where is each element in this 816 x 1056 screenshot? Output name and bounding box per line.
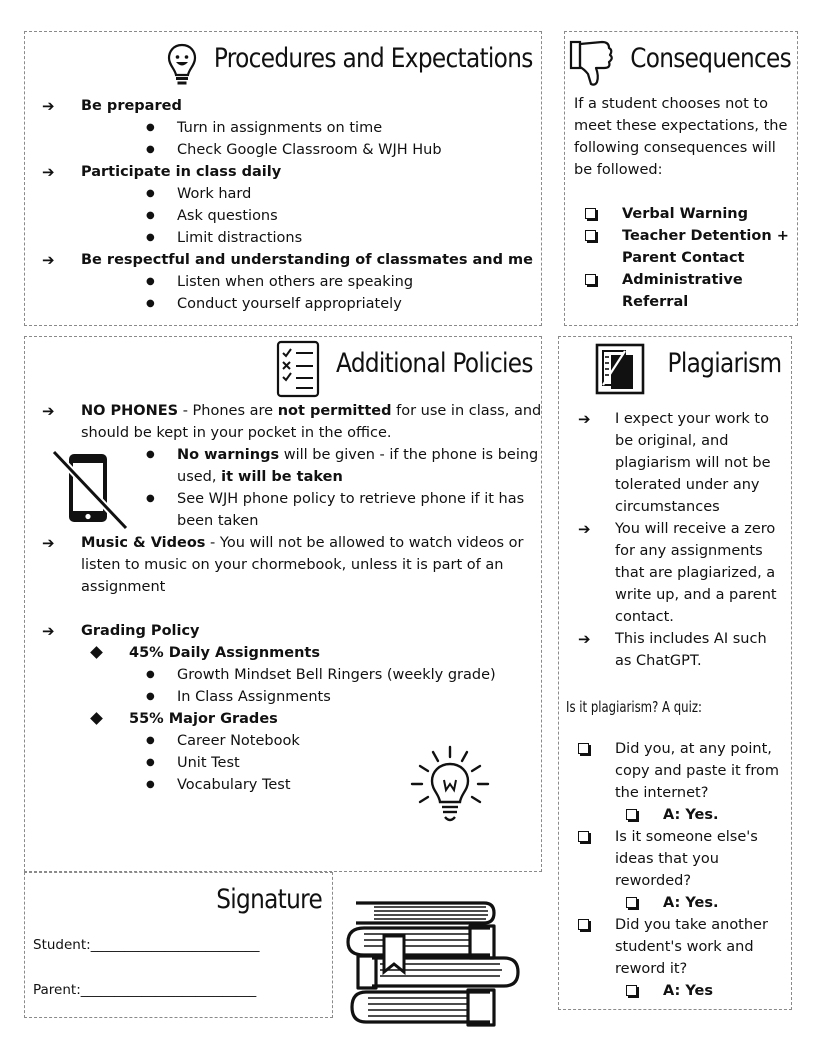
expectation-heading: Participate in class daily [81,164,282,180]
arrow-icon: ➔ [578,630,591,648]
consequence-item: Parent Contact [622,250,745,266]
expectation-item: Listen when others are speaking [177,274,414,290]
checkbox-icon [585,208,596,219]
consequences-intro-line: meet these expectations, the [574,118,788,134]
quiz-answer: A: Yes [663,983,713,999]
bullet-icon: ● [146,188,155,199]
policies-title: Additional Policies [336,348,533,379]
plagiarism-point-line: for any assignments [615,543,763,559]
grade-item: Growth Mindset Bell Ringers (weekly grade) [177,667,496,683]
consequence-item: Verbal Warning [622,206,749,222]
no-phones-text-end: for use in class, and [391,403,542,419]
checkbox-icon [585,274,596,285]
grade-item: Vocabulary Test [177,777,291,793]
music-label: Music & Videos [81,535,206,551]
arrow-icon: ➔ [42,622,55,640]
bullet-icon: ● [146,298,155,309]
consequence-item: Teacher Detention + [622,228,789,244]
plagiarism-point-line: circumstances [615,499,720,515]
consequences-intro-line: following consequences will [574,140,776,156]
quiz-answer: A: Yes. [663,807,719,823]
signature-title: Signature [216,884,322,915]
consequences-intro-line: If a student chooses not to [574,96,768,112]
bullet-icon: ● [146,122,155,133]
bullet-icon: ● [146,757,155,768]
grade-item: In Class Assignments [177,689,331,705]
quiz-question-line: Did you, at any point, [615,741,772,757]
grading-policy-heading: Grading Policy [81,623,200,639]
bullet-icon: ● [146,779,155,790]
music-line-3: assignment [81,579,166,595]
plagiarism-point-line: write up, and a parent [615,587,777,603]
no-phones-line-2: should be kept in your pocket in the office. [81,425,392,441]
checkbox-icon [578,743,589,754]
checklist-icon [276,340,320,398]
quiz-answer: A: Yes. [663,895,719,911]
quiz-question-line: Did you take another [615,917,768,933]
quiz-question-line: reword it? [615,961,688,977]
plagiarism-point-line: You will receive a zero [615,521,776,537]
checkbox-icon [626,809,637,820]
arrow-icon: ➔ [42,97,55,115]
consequences-title: Consequences [630,43,791,74]
music-line [81,532,524,554]
expectation-item: Check Google Classroom & WJH Hub [177,142,442,158]
grade-group-label: 55% Major Grades [129,711,278,727]
expectation-heading: Be prepared [81,98,182,114]
bullet-icon: ● [146,276,155,287]
quiz-question-line: the internet? [615,785,709,801]
arrow-icon: ➔ [578,410,591,428]
no-phones-text: - Phones are [178,403,278,419]
parent-signature-line[interactable]: Parent:__________________________ [33,982,257,998]
music-line-2: listen to music on your chormebook, unless it is part of an [81,557,504,573]
checkbox-icon [626,897,637,908]
checkbox-icon [585,230,596,241]
bullet-icon: ● [146,493,155,504]
bullet-icon: ● [146,735,155,746]
bullet-icon: ● [146,232,155,243]
arrow-icon: ➔ [578,520,591,538]
plagiarism-point-line: I expect your work to [615,411,769,427]
arrow-icon: ➔ [42,163,55,181]
no-phones-line [81,400,541,422]
expectation-heading: Be respectful and understanding of classmates and me [81,252,533,268]
it-will-be-taken-text: it will be taken [221,469,343,485]
expectation-item: Conduct yourself appropriately [177,296,402,312]
plagiarism-point-line: be original, and [615,433,729,449]
checkbox-icon [626,985,637,996]
no-warnings-text: will be given - if the phone is being [279,447,539,463]
bullet-icon: ● [146,669,155,680]
arrow-icon: ➔ [42,534,55,552]
music-text: - You will not be allowed to watch videos or [205,535,524,551]
bullet-icon: ● [146,144,155,155]
book-stack-icon [344,896,522,1036]
lightbulb-face-icon [166,42,198,86]
no-phone-icon [50,448,130,530]
no-phones-label: NO PHONES [81,403,179,419]
quiz-question-line: Is it someone else's [615,829,758,845]
plagiarism-point-line: plagiarism will not be [615,455,771,471]
bullet-icon: ● [146,210,155,221]
student-signature-line[interactable]: Student:_________________________ [33,937,260,953]
arrow-icon: ➔ [42,402,55,420]
checkbox-icon [578,919,589,930]
used-text: used, [177,469,222,485]
no-warnings-line [177,444,538,466]
expectation-item: Limit distractions [177,230,303,246]
expectation-item: Turn in assignments on time [177,120,383,136]
consequences-intro-line: be followed: [574,162,663,178]
idea-bulb-icon [408,744,492,830]
thumbs-down-icon [568,38,616,88]
expectation-item: Ask questions [177,208,278,224]
not-permitted-text: not permitted [277,403,392,419]
grade-item: Career Notebook [177,733,300,749]
quiz-question-line: ideas that you [615,851,719,867]
checkbox-icon [578,831,589,842]
bullet-icon: ● [146,449,155,460]
no-warnings-label: No warnings [177,447,280,463]
procedures-title: Procedures and Expectations [214,43,533,74]
copy-document-icon [594,342,646,396]
quiz-question-line: reworded? [615,873,692,889]
quiz-question-line: copy and paste it from [615,763,780,779]
phone-policy-line-2: been taken [177,513,259,529]
plagiarism-point-line: as ChatGPT. [615,653,702,669]
plagiarism-point-line: tolerated under any [615,477,760,493]
expectation-item: Work hard [177,186,252,202]
bullet-icon: ● [146,691,155,702]
plagiarism-point-line: that are plagiarized, a [615,565,776,581]
quiz-title: Is it plagiarism? A quiz: [566,698,702,716]
grade-item: Unit Test [177,755,240,771]
consequence-item: Referral [622,294,689,310]
phone-policy-line: See WJH phone policy to retrieve phone if it has [177,491,525,507]
no-warnings-line-2 [177,466,343,488]
plagiarism-point-line: This includes AI such [615,631,767,647]
grade-group-label: 45% Daily Assignments [129,645,320,661]
plagiarism-title: Plagiarism [667,348,781,379]
quiz-question-line: student's work and [615,939,754,955]
plagiarism-point-line: contact. [615,609,674,625]
consequence-item: Administrative [622,272,743,288]
arrow-icon: ➔ [42,251,55,269]
